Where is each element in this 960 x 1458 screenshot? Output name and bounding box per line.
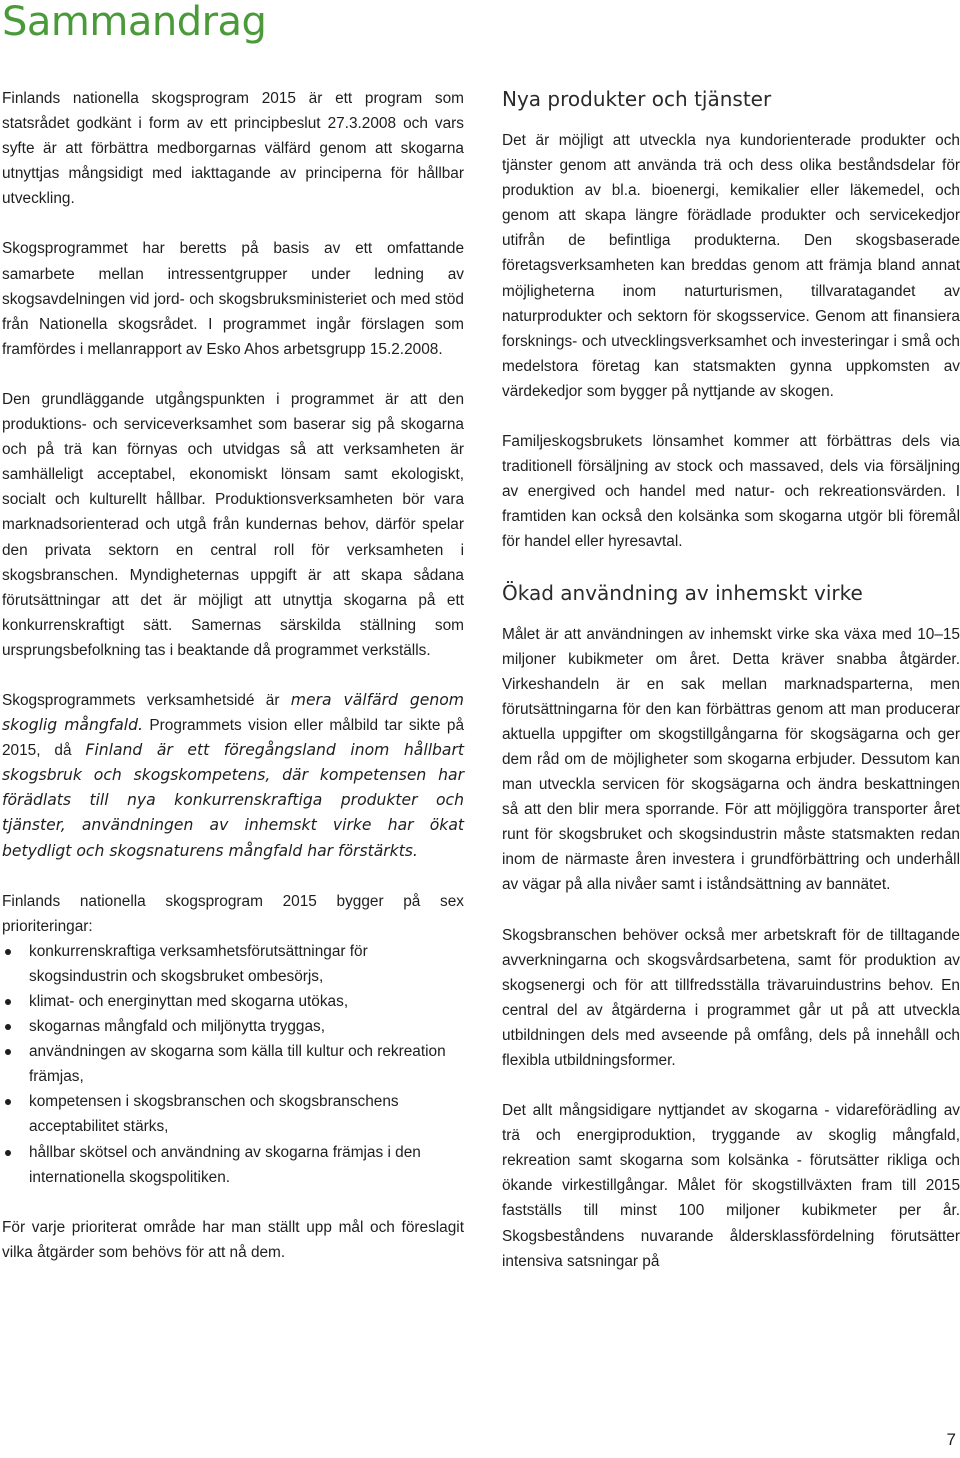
bullet-icon [5, 1049, 11, 1055]
preparation-paragraph: Skogsprogrammet har beretts på basis av ett omfattande samarbete mellan intressentgrupper under ledning av skogsavdelningen vid jord- och skogsbruksministeriet och med stöd från Nationella skogsrådet. I programmet ingår förslagen som framfördes i mellanrapport av Esko Ahos arbetsgrupp 15.2.2008. [2, 240, 464, 358]
vision-text-a: Skogsprogrammets verksamhetsidé är [2, 691, 291, 709]
list-item [2, 939, 464, 989]
bullet-icon [5, 1099, 11, 1105]
priorities-list [2, 939, 464, 1190]
list-item [2, 1014, 464, 1039]
section-heading-new-products: Nya produkter och tjänster [502, 87, 772, 111]
family-forestry-paragraph: Familjeskogsbrukets lönsamhet kommer att förbättras dels via traditionell försäljning av stock och massaved, dels via försäljning av energived och handel med natur- och rekreationsvärden. I framtiden kan också den kolsänka som skogarna utgör bli föremål för handel eller hyresavtal. [502, 433, 960, 551]
list-item [2, 1140, 464, 1190]
list-item-text: användningen av skogarna som källa till kultur och rekreation främjas, [29, 1043, 446, 1086]
priorities-intro: Finlands nationella skogsprogram 2015 bygger på sex prioriteringar: [2, 892, 464, 935]
vision-paragraph [2, 688, 464, 864]
new-products-paragraph: Det är möjligt att utveckla nya kundorienterade produkter och tjänster genom att använda trä och dess olika beståndsdelar för produktion av bl.a. bioenergi, kemikalier eller läkemedel, och genom att skapa längre förädlade produkter och servicekedjor utifrån de befintliga produkterna. Den skogsbaserade företagsverksamheten kan breddas genom att främja bland annat möjligheterna inom naturturismen, tillvaratagandet av naturprodukter och sektorn för skogsservice. Genom att finansiera forsknings- och utvecklingsverksamhet och investeringar i små och medelstora företag kan statsmakten gynna uppkomsten av värdekedjor som bygger på nyttjande av skogen. [502, 132, 960, 400]
wood-use-paragraph: Målet är att användningen av inhemskt virke ska växa med 10–15 miljoner kubikmeter om året. Detta kräver snabba åtgärder. Virkeshandeln är en sak mellan marknadsparterna, men förutsättningarna för den kan förbättras genom att man producerar aktuella uppgifter om skogstillgångarna för skogsägarna och ger dem råd om de möjligheter som skogarna erbjuder. Dessutom kan man utveckla servicen för skogsägarna och ändra beskattningen så att den blir mera sporrande. För att möjliggöra transporter året runt för skogsbruket och skogsindustrin måste statsmakten redan inom de närmaste åren investera i grundförbättring och underhåll av vägar på alla nivåer samt i iståndsättning av bannätet. [502, 625, 960, 894]
intro-paragraph: Finlands nationella skogsprogram 2015 är ett program som statsrådet godkänt i form av ett principbeslut 27.3.2008 och vars syfte är att förbättra medborgarnas välfärd genom att skogarna utnyttjas mångsidigt med iakttagande av principerna för hållbar utveckling. [2, 90, 464, 208]
section-heading-domestic-wood: Ökad användning av inhemskt virke [502, 580, 863, 605]
page-title: Sammandrag [2, 0, 267, 45]
bullet-icon [5, 999, 11, 1005]
vision-emphasis-goal: Finland är ett föregångsland inom hållbart skogsbruk och skogskompetens, där kompetensen har förädlats till nya konkurrenskraftiga produkter och tjänster, användningen av inhemskt virke har ökat betydligt och skogsnaturens mångfald har förstärkts. [2, 741, 465, 860]
workforce-paragraph: Skogsbranschen behöver också mer arbetskraft för de tilltagande avverkningarna och skogsvårdsarbetena, samt för produktion av skogsenergi och för att tillfredsställa trävaruindustrins behov. En central del av åtgärderna i programmet går ut på att utveckla utbildningen dels med avseende på omfång, dels på innehåll och flexibla utbildningsformer. [502, 926, 960, 1069]
list-item-text: hållbar skötsel och användning av skogarna främjas i den internationella skogspolitiken. [29, 1143, 421, 1186]
measures-paragraph: För varje prioriterat område har man ställt upp mål och föreslagit vilka åtgärder som behövs för att nå dem. [2, 1218, 464, 1261]
list-item-text: skogarnas mångfald och miljönytta tryggas, [29, 1018, 325, 1036]
list-item-text: kompetensen i skogsbranschen och skogsbranschens acceptabilitet stärks, [29, 1093, 399, 1136]
list-item-text: klimat- och energinyttan med skogarna utökas, [29, 993, 349, 1010]
bullet-icon [5, 949, 11, 955]
bullet-icon [5, 1024, 11, 1030]
right-column [502, 86, 960, 1274]
resources-paragraph: Det allt mångsidigare nyttjandet av skogarna - vidareförädling av trä och energiproduktion, tryggande av skoglig mångfald, rekreation samt skogarna som kolsänka - förutsätter rikliga och ökande virkestillgångar. Målet för skogstillväxten fram till 2015 fastställs till minst 100 miljoner kubikmeter per år. Skogsbeståndens nuvarande åldersklassfördelning förutsätter intensiva satsningar på [502, 1102, 960, 1270]
list-item-text: konkurrenskraftiga verksamhetsförutsättningar för skogsindustrin och skogsbruket ombesörjs, [29, 942, 368, 985]
list-item [2, 1039, 464, 1089]
starting-point-paragraph: Den grundläggande utgångspunkten i programmet är att den produktions- och serviceverksamhet som baserar sig på skogarna och på trä kan förnyas och utvidgas så att verksamheten är samhälleligt acceptabel, ekonomiskt lönsam samt ekologiskt, socialt och kulturellt hållbar. Produktionsverksamheten bör vara marknadsorienterad och utgå från kundernas behov, därför spelar den privata sektorn en central roll för verksamheten i skogsbranschen. Myndigheternas uppgift är att skapa sådana förutsättningar att det är möjligt att utnyttja skogarna på ett konkurrenskraftigt sätt. Samernas särskilda ställning som ursprungsbefolkning tas i beaktande då programmet verkställs. [2, 390, 464, 659]
left-column [2, 86, 464, 1265]
list-item [2, 1089, 464, 1139]
list-item [2, 989, 464, 1014]
bullet-icon [5, 1150, 11, 1156]
vision-emphasis-idea: mera välfärd genom skoglig mångfald. [2, 690, 464, 735]
vision-text-b: Programmets vision eller målbild tar sikte på 2015, då [2, 717, 465, 760]
page-number: 7 [946, 1430, 956, 1449]
